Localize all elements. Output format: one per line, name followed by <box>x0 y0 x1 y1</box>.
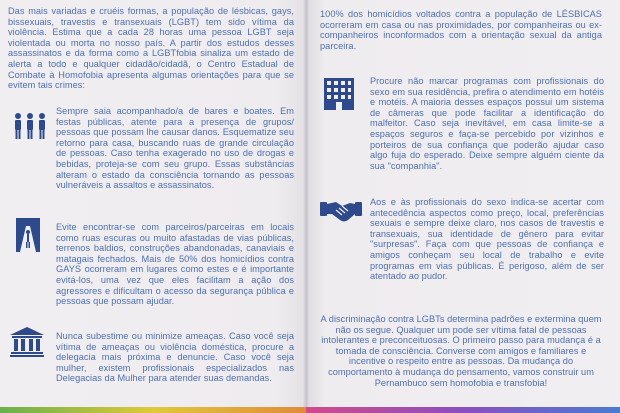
people-group-icon <box>12 112 48 140</box>
tip-places-paragraph: Evite encontrar-se com parceiros/parceiras em locais como ruas escuras ou muito afastadas de vias públicas, terrenos baldios, construções abandonadas, canaviais e matagais fechados. Mais de 50% dos homicídios contra GAYS ocorreram em lugares como estes e é importante evitá-los, uma vez que eles facilitam a ação dos agressores e dificultam o acesso da segurança pública e pessoas que possam ajudar. <box>56 222 294 307</box>
color-stripe-right <box>306 407 620 413</box>
top-paragraph: 100% dos homicídios voltados contra a população de LÉSBICAS ocorreram em casa ou nas proximidades, por companheiras ou ex-companheiros inconformados com a orientação sexual da antiga parceira. <box>320 9 602 51</box>
left-page <box>0 0 306 413</box>
tip-group-paragraph: Sempre saia acompanhado/a de bares e boates. Em festas públicas, atente para a presença de grupos/ pessoas que possam lhe causar danos. Esquematize seu retorno para casa, buscando ruas de grande circulação de pessoas. Caso tenha exagerado no uso de drogas e bebidas, proteja-se com seu grupo. Essas substâncias alteram o estado da consciência tornando as pessoas vulneráveis a assaltos e assassinatos. <box>56 106 294 191</box>
dark-alley-icon <box>16 218 40 252</box>
closing-paragraph: A discriminação contra LGBTs determina padrões e extermina quem não os segue. Qualquer um pode ser vítima fatal de pessoas intolerantes e preconceituosas. O primeiro passo para mudança é a tomada de consciência. Converse com amigos e familiares e incentive o respeito entre as pessoas. Da mudança do comportamento à mudança do pensamento, vamos construir um Pernambuco sem homofobia e transfobia! <box>320 314 602 388</box>
tip-threats-paragraph: Nunca subestime ou minimize ameaças. Caso você seja vítima de ameaças ou violência doméstica, procure a delegacia mais próxima e denuncie. Caso você seja mulher, existem profissionais especializados nas Delegacias da Mulher para atender suas demandas. <box>56 331 294 384</box>
intro-paragraph: Das mais variadas e cruéis formas, a população de lésbicas, gays, bissexuais, travestis e transexuais (LGBT) tem sido vítima da violência. Estima que a cada 28 horas uma pessoa LGBT seja violentada ou morta no nosso país. A partir dos estudos desses assassinatos e da forma como a LGBTfobia sinaliza um estado de alerta a todo e qualquer cidadão/cidadã, o Centro Estadual de Combate à Homofobia apresenta algumas orientações para que se evitem tais crimes: <box>8 6 294 91</box>
hotel-building-icon <box>324 78 354 110</box>
tip-sex-workers-paragraph: Aos e às profissionais do sexo indica-se acertar com antecedência aspectos como preço, local, preferências sexuais e sempre deixe claro, nos casos de travestis e transexuais, sua identidade de gênero para evitar "surpresas". Faça com que pessoas de confiança e amigos conheçam seu local de trabalho e evite programas em vias públicas. É perigoso, além de ser atentado ao pudor. <box>370 197 604 282</box>
page-fold <box>303 0 309 413</box>
right-page <box>306 0 620 413</box>
courthouse-icon <box>10 327 44 357</box>
handshake-icon <box>320 198 362 224</box>
tip-hotels-paragraph: Procure não marcar programas com profissionais do sexo em sua residência, prefira o atendimento em hotéis e motéis. A maioria desses espaços possui um sistema de câmeras que pode facilitar a identificação do malfeitor. Caso seja inevitável, em casa limite-se a espaços seguros e faça-se percebido por vizinhos e porteiros de sua confiança que poderão ajudar caso algo fuja do esperado. Deixe sempre alguém ciente da sua "companhia". <box>370 76 604 171</box>
color-stripe-left <box>0 407 306 413</box>
